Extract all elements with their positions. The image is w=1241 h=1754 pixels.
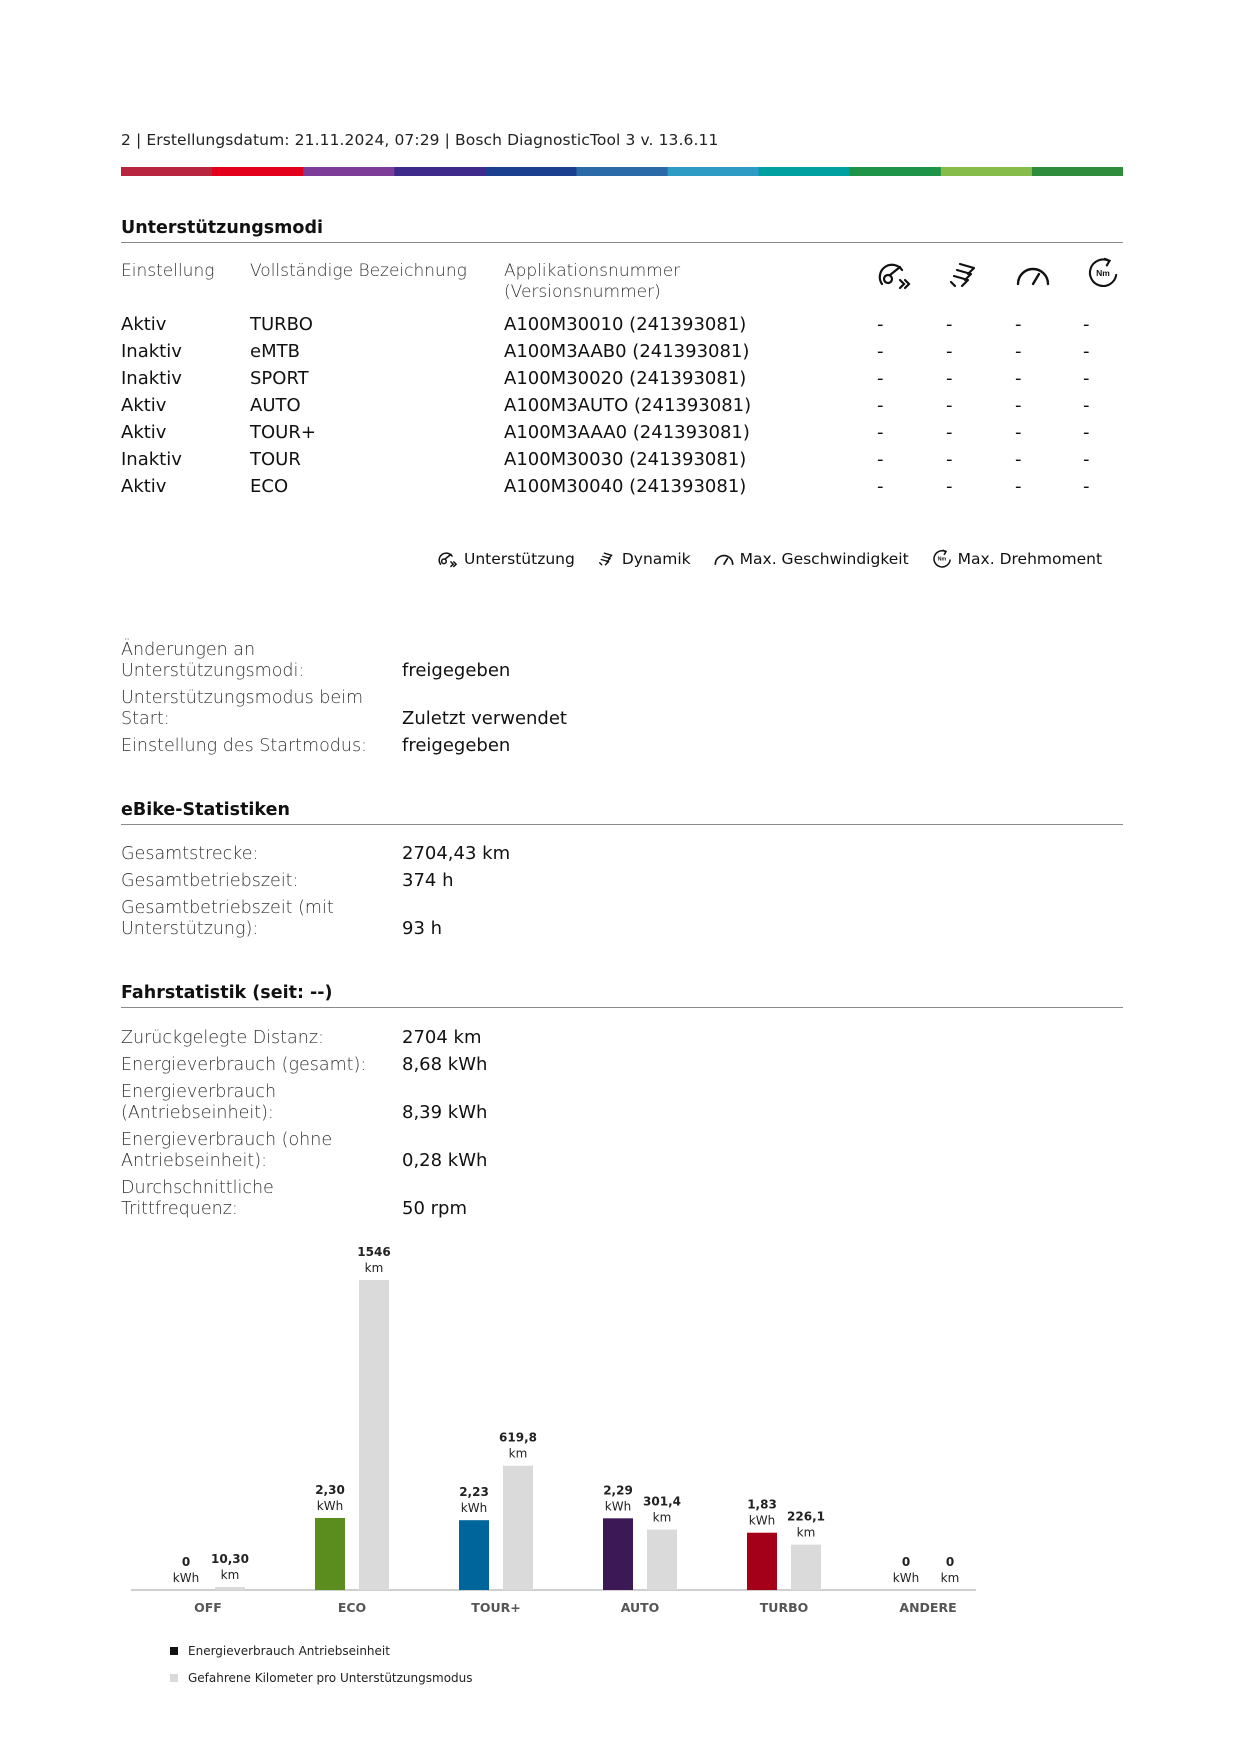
- category-label: TURBO: [759, 1600, 809, 1615]
- color-band-segment: [303, 167, 395, 176]
- color-band-segment: [576, 167, 668, 176]
- legend-support-label: Unterstützung: [464, 550, 575, 568]
- legend-max-speed: [713, 549, 909, 569]
- mode-value-cell: -: [946, 368, 953, 389]
- mode-value-cell: -: [946, 449, 953, 470]
- color-band-segment: [759, 167, 851, 176]
- energy-total-label: Energieverbrauch (gesamt):: [121, 1055, 367, 1075]
- section-title-ebike-stats: eBike-Statistiken: [121, 800, 290, 820]
- km-bar: [647, 1530, 677, 1590]
- legend-dynamics: [597, 549, 691, 569]
- color-band-segment: [485, 167, 577, 176]
- legend-support: [437, 549, 575, 569]
- category-label: TOUR+: [471, 1600, 521, 1615]
- km-value-label: 226,1: [787, 1509, 825, 1524]
- legend-label-energy: Energieverbrauch Antriebseinheit: [188, 1644, 390, 1658]
- column-header-app-number-label: Applikationsnummer: [504, 261, 681, 281]
- energy-nodrive-label: [121, 1130, 391, 1172]
- total-time-value: 374 h: [402, 870, 454, 891]
- total-distance-value: 2704,43 km: [402, 843, 511, 864]
- mode-name-cell: TURBO: [250, 314, 313, 335]
- dynamics-icon: [597, 549, 617, 569]
- energy-bar: [315, 1518, 345, 1590]
- column-header-full-name: Vollständige Bezeichnung: [250, 261, 467, 281]
- km-value-label: 619,8: [499, 1430, 537, 1445]
- mode-value-cell: -: [1015, 314, 1022, 335]
- mode-setting-cell: Aktiv: [121, 314, 167, 335]
- dynamics-icon: [946, 258, 984, 292]
- category-label: ECO: [337, 1600, 367, 1615]
- mode-setting-cell: Aktiv: [121, 476, 167, 497]
- mode-value-cell: -: [1015, 422, 1022, 443]
- km-unit-label: km: [796, 1525, 816, 1540]
- mode-name-cell: SPORT: [250, 368, 309, 389]
- mode-name-cell: TOUR+: [250, 422, 316, 443]
- km-unit-label: km: [652, 1510, 672, 1525]
- section-title-modes: Unterstützungsmodi: [121, 218, 323, 238]
- energy-total-value: 8,68 kWh: [402, 1054, 488, 1075]
- mode-value-cell: -: [1083, 368, 1090, 389]
- category-label: OFF: [194, 1600, 222, 1615]
- max-torque-icon: [1084, 256, 1122, 290]
- legend-max-speed-label: Max. Geschwindigkeit: [739, 550, 909, 568]
- section-divider: [121, 242, 1123, 243]
- mode-value-cell: -: [877, 476, 884, 497]
- support-icon: [876, 258, 914, 292]
- mode-value-cell: -: [946, 422, 953, 443]
- support-icon: [437, 549, 459, 569]
- mode-usage-bar-chart: [121, 1232, 1001, 1632]
- mode-value-cell: -: [946, 341, 953, 362]
- section-title-ride-stats: Fahrstatistik (seit: --): [121, 983, 333, 1003]
- km-unit-label: km: [364, 1261, 384, 1275]
- cadence-label: [121, 1178, 391, 1220]
- start-mode-label-line2: Start:: [121, 709, 170, 729]
- changes-label: [121, 640, 391, 682]
- mode-app-number-cell: A100M3AAA0 (241393081): [504, 422, 750, 443]
- changes-value: freigegeben: [402, 660, 511, 681]
- total-distance-label: Gesamtstrecke:: [121, 844, 259, 864]
- km-value-label: 10,30: [211, 1552, 249, 1566]
- color-band-segment: [212, 167, 304, 176]
- energy-value-label: 0: [181, 1555, 191, 1569]
- color-band-segment: [668, 167, 760, 176]
- legend-max-torque-label: Max. Drehmoment: [957, 550, 1103, 568]
- mode-value-cell: -: [877, 422, 884, 443]
- color-band-segment: [850, 167, 942, 176]
- mode-setting-cell: Aktiv: [121, 422, 167, 443]
- energy-value-label: 2,29: [603, 1483, 633, 1498]
- assisted-time-label: [121, 898, 391, 940]
- color-band-segment: [1032, 167, 1123, 176]
- max-torque-icon: [931, 548, 953, 570]
- cadence-value: 50 rpm: [402, 1198, 467, 1219]
- mode-value-cell: -: [1083, 395, 1090, 416]
- assisted-time-value: 93 h: [402, 918, 443, 939]
- document-header: 2 | Erstellungsdatum: 21.11.2024, 07:29 | Bosch DiagnosticTool 3 v. 13.6.11: [121, 131, 719, 149]
- km-bar: [503, 1466, 533, 1590]
- column-header-app-number-sub: (Versionsnummer): [504, 282, 661, 302]
- mode-app-number-cell: A100M30030 (241393081): [504, 449, 747, 470]
- cadence-label-line1: Durchschnittliche: [121, 1178, 274, 1198]
- mode-value-cell: -: [1015, 476, 1022, 497]
- energy-value-label: 1,83: [747, 1497, 777, 1512]
- km-value-label: 301,4: [643, 1494, 681, 1509]
- color-band-segment: [394, 167, 486, 176]
- max-speed-icon: [713, 549, 735, 569]
- legend-label-km: Gefahrene Kilometer pro Unterstützungsmodus: [188, 1671, 473, 1685]
- chart-legend-energy: [170, 1644, 390, 1658]
- legend-dynamics-label: Dynamik: [621, 550, 691, 568]
- start-mode-label: [121, 688, 391, 730]
- svg-text:Nm: Nm: [937, 556, 946, 563]
- column-header-setting: Einstellung: [121, 261, 215, 281]
- mode-setting-cell: Inaktiv: [121, 368, 182, 389]
- energy-unit-label: kWh: [748, 1513, 776, 1528]
- cadence-label-line2: Trittfrequenz:: [121, 1199, 238, 1219]
- mode-value-cell: -: [946, 395, 953, 416]
- mode-value-cell: -: [946, 314, 953, 335]
- legend-swatch-km: [170, 1674, 178, 1682]
- mode-value-cell: -: [1083, 422, 1090, 443]
- energy-value-label: 2,23: [459, 1485, 489, 1500]
- energy-unit-label: kWh: [604, 1499, 632, 1514]
- mode-app-number-cell: A100M30010 (241393081): [504, 314, 747, 335]
- mode-value-cell: -: [877, 341, 884, 362]
- mode-name-cell: ECO: [250, 476, 289, 497]
- distance-label: Zurückgelegte Distanz:: [121, 1028, 324, 1048]
- energy-unit-label: kWh: [460, 1501, 488, 1516]
- energy-nodrive-value: 0,28 kWh: [402, 1150, 488, 1171]
- energy-drive-label: [121, 1082, 391, 1124]
- start-mode-label-line1: Unterstützungsmodus beim: [121, 688, 364, 708]
- energy-bar: [603, 1518, 633, 1590]
- mode-value-cell: -: [877, 314, 884, 335]
- assisted-time-label-line1: Gesamtbetriebszeit (mit: [121, 898, 334, 918]
- color-band-segment: [121, 167, 213, 176]
- mode-value-cell: -: [1083, 341, 1090, 362]
- mode-value-cell: -: [1015, 449, 1022, 470]
- km-bar: [215, 1587, 245, 1590]
- color-band: [121, 167, 1123, 176]
- km-unit-label: km: [220, 1568, 240, 1582]
- mode-value-cell: -: [1083, 449, 1090, 470]
- max-speed-icon: [1014, 258, 1052, 292]
- mode-app-number-cell: A100M30020 (241393081): [504, 368, 747, 389]
- distance-value: 2704 km: [402, 1027, 482, 1048]
- svg-text:Nm: Nm: [1096, 267, 1110, 278]
- km-unit-label: km: [940, 1571, 960, 1585]
- section-divider: [121, 824, 1123, 825]
- mode-value-cell: -: [1083, 476, 1090, 497]
- total-time-label: Gesamtbetriebszeit:: [121, 871, 299, 891]
- icon-legend: [437, 548, 1124, 570]
- mode-value-cell: -: [946, 476, 953, 497]
- energy-drive-value: 8,39 kWh: [402, 1102, 488, 1123]
- mode-value-cell: -: [1015, 368, 1022, 389]
- legend-swatch-energy: [170, 1647, 178, 1655]
- start-setting-label: Einstellung des Startmodus:: [121, 736, 367, 756]
- mode-app-number-cell: A100M3AUTO (241393081): [504, 395, 752, 416]
- category-label: ANDERE: [899, 1600, 957, 1615]
- section-divider: [121, 1007, 1123, 1008]
- energy-bar: [459, 1520, 489, 1590]
- energy-drive-label-line2: (Antriebseinheit):: [121, 1103, 274, 1123]
- km-value-label: 0: [945, 1555, 955, 1569]
- km-unit-label: km: [508, 1446, 528, 1461]
- category-label: AUTO: [620, 1600, 660, 1615]
- energy-drive-label-line1: Energieverbrauch: [121, 1082, 277, 1102]
- energy-nodrive-label-line2: Antriebseinheit):: [121, 1151, 267, 1171]
- mode-value-cell: -: [877, 368, 884, 389]
- assisted-time-label-line2: Unterstützung):: [121, 919, 259, 939]
- energy-unit-label: kWh: [892, 1571, 920, 1585]
- legend-max-torque: [931, 548, 1102, 570]
- mode-name-cell: AUTO: [250, 395, 301, 416]
- energy-value-label: 0: [901, 1555, 911, 1569]
- mode-value-cell: -: [877, 395, 884, 416]
- mode-app-number-cell: A100M30040 (241393081): [504, 476, 747, 497]
- column-header-app-number: [504, 261, 680, 303]
- km-value-label: 1546: [357, 1245, 391, 1259]
- mode-setting-cell: Aktiv: [121, 395, 167, 416]
- changes-label-line2: Unterstützungsmodi:: [121, 661, 305, 681]
- color-band-segment: [941, 167, 1033, 176]
- energy-unit-label: kWh: [316, 1499, 344, 1513]
- mode-name-cell: TOUR: [250, 449, 301, 470]
- mode-setting-cell: Inaktiv: [121, 449, 182, 470]
- km-bar: [359, 1280, 389, 1590]
- km-bar: [791, 1545, 821, 1590]
- start-setting-value: freigegeben: [402, 735, 511, 756]
- mode-value-cell: -: [1083, 314, 1090, 335]
- energy-unit-label: kWh: [172, 1571, 200, 1585]
- start-mode-value: Zuletzt verwendet: [402, 708, 567, 729]
- energy-bar: [747, 1533, 777, 1590]
- mode-name-cell: eMTB: [250, 341, 300, 362]
- mode-value-cell: -: [877, 449, 884, 470]
- mode-value-cell: -: [1015, 341, 1022, 362]
- mode-value-cell: -: [1015, 395, 1022, 416]
- mode-app-number-cell: A100M3AAB0 (241393081): [504, 341, 750, 362]
- energy-value-label: 2,30: [315, 1483, 345, 1497]
- mode-setting-cell: Inaktiv: [121, 341, 182, 362]
- energy-nodrive-label-line1: Energieverbrauch (ohne: [121, 1130, 333, 1150]
- changes-label-line1: Änderungen an: [121, 640, 256, 660]
- chart-legend-km: [170, 1671, 473, 1685]
